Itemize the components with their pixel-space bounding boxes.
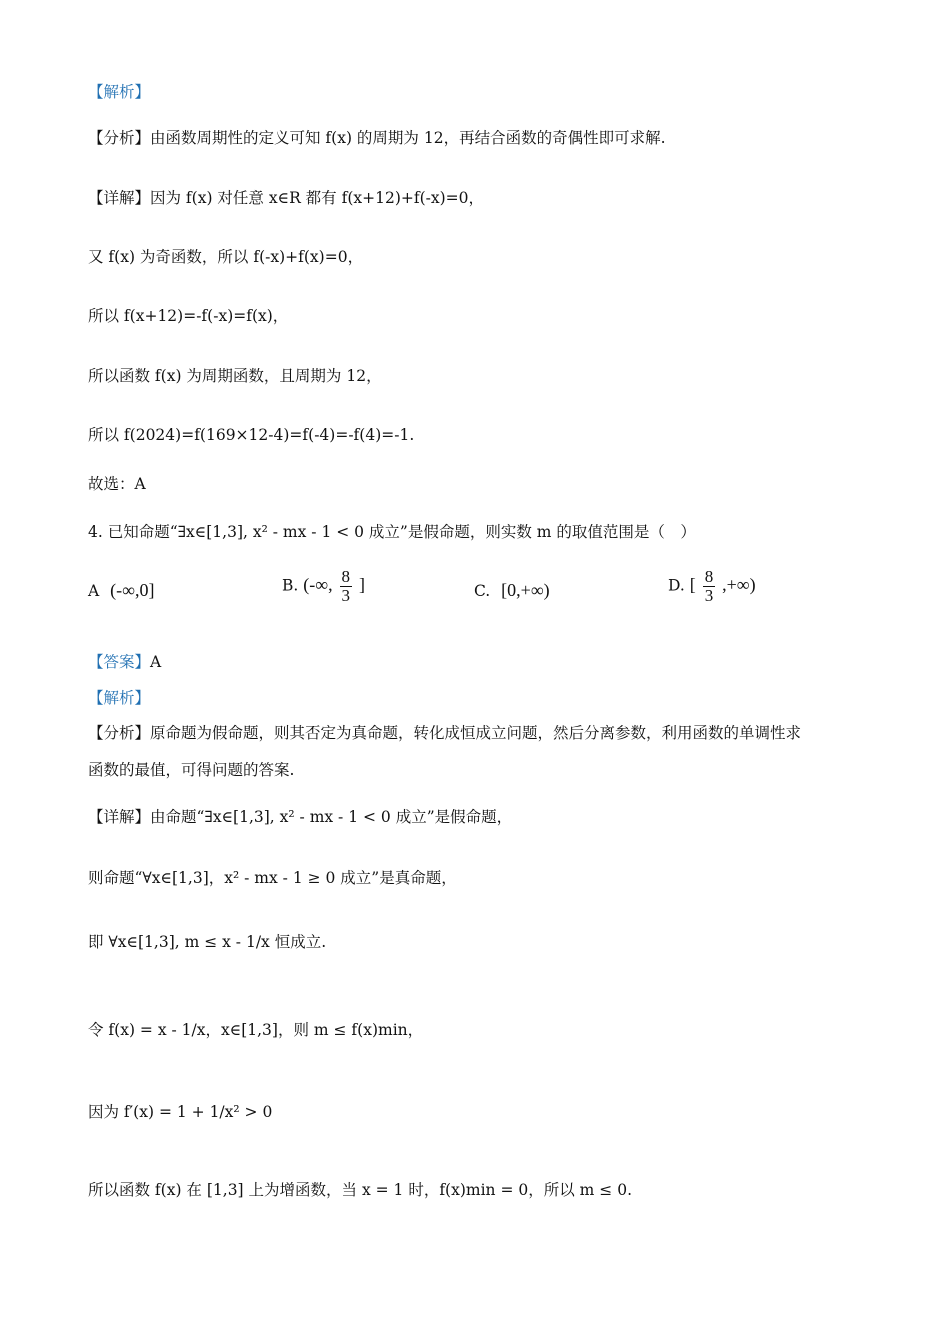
answer-value: A bbox=[150, 653, 162, 671]
answer-choice-line: 故选：A bbox=[88, 475, 146, 493]
detail-2-negation: 则命题“∀x∈[1,3]，x² - mx - 1 ≥ 0 成立”是真命题， bbox=[88, 869, 457, 887]
detail-2-conclusion: 所以函数 f(x) 在 [1,3] 上为增函数，当 x = 1 时，f(x)min = 0，所以 m ≤ 0. bbox=[88, 1181, 632, 1199]
choice-d bbox=[668, 568, 756, 605]
choice-d-right: ,+∞) bbox=[722, 574, 756, 595]
choice-b-numerator: 8 bbox=[341, 567, 351, 586]
analysis-tag: 【解析】 bbox=[88, 83, 151, 101]
choice-d-left: [ bbox=[689, 574, 696, 595]
detail-2-equivalent: 即 ∀x∈[1,3], m ≤ x - 1/x 恒成立. bbox=[88, 933, 327, 951]
analysis-tag-2: 【解析】 bbox=[88, 689, 151, 707]
detail-step-value: 所以 f(2024)=f(169×12-4)=f(-4)=-f(4)=-1. bbox=[88, 426, 415, 444]
analysis-2-line-2: 函数的最值，可得问题的答案. bbox=[88, 761, 295, 779]
detail-step-periodic-eq: 所以 f(x+12)=-f(-x)=f(x)， bbox=[88, 307, 289, 325]
detail-step-odd: 又 f(x) 为奇函数，所以 f(-x)+f(x)=0， bbox=[88, 248, 364, 266]
choice-c-label: C. bbox=[474, 582, 491, 600]
analysis-2-line-1: 【分析】原命题为假命题，则其否定为真命题，转化成恒成立问题，然后分离参数，利用函数的单调性求 bbox=[88, 724, 802, 742]
choice-d-fraction bbox=[703, 568, 716, 605]
analysis-summary: 【分析】由函数周期性的定义可知 f(x) 的周期为 12，再结合函数的奇偶性即可求解. bbox=[88, 129, 666, 147]
detail-2-derivative: 因为 f′(x) = 1 + 1/x² > 0 bbox=[88, 1103, 273, 1121]
choice-d-numerator: 8 bbox=[704, 567, 714, 586]
choice-a-value: (-∞,0] bbox=[110, 580, 155, 600]
choice-b-right: ] bbox=[358, 574, 365, 595]
answer-tag: 【答案】 bbox=[88, 653, 151, 671]
detail-step-1: 【详解】因为 f(x) 对任意 x∈R 都有 f(x+12)+f(-x)=0， bbox=[88, 189, 485, 207]
choice-c-value: [0,+∞) bbox=[501, 580, 550, 600]
choice-b bbox=[282, 568, 365, 605]
choice-b-denominator: 3 bbox=[341, 586, 351, 605]
detail-2-step-1: 【详解】由命题“∃x∈[1,3], x² - mx - 1 < 0 成立”是假命题， bbox=[88, 808, 513, 826]
choice-b-left: (-∞, bbox=[303, 574, 333, 595]
choice-d-denominator: 3 bbox=[704, 586, 714, 605]
detail-step-period: 所以函数 f(x) 为周期函数，且周期为 12， bbox=[88, 367, 382, 385]
choice-b-label: B. bbox=[282, 576, 299, 595]
choice-c bbox=[474, 580, 550, 601]
choice-a bbox=[88, 580, 154, 601]
choice-a-label: A bbox=[88, 582, 100, 600]
choice-b-fraction bbox=[340, 568, 353, 605]
answer-row bbox=[88, 650, 862, 674]
choice-d-label: D. bbox=[668, 576, 685, 595]
detail-2-define-f: 令 f(x) = x - 1/x，x∈[1,3]，则 m ≤ f(x)min， bbox=[88, 1021, 424, 1039]
question-4: 4. 已知命题“∃x∈[1,3], x² - mx - 1 < 0 成立”是假命题，则实数 m 的取值范围是（ ） bbox=[88, 523, 696, 541]
